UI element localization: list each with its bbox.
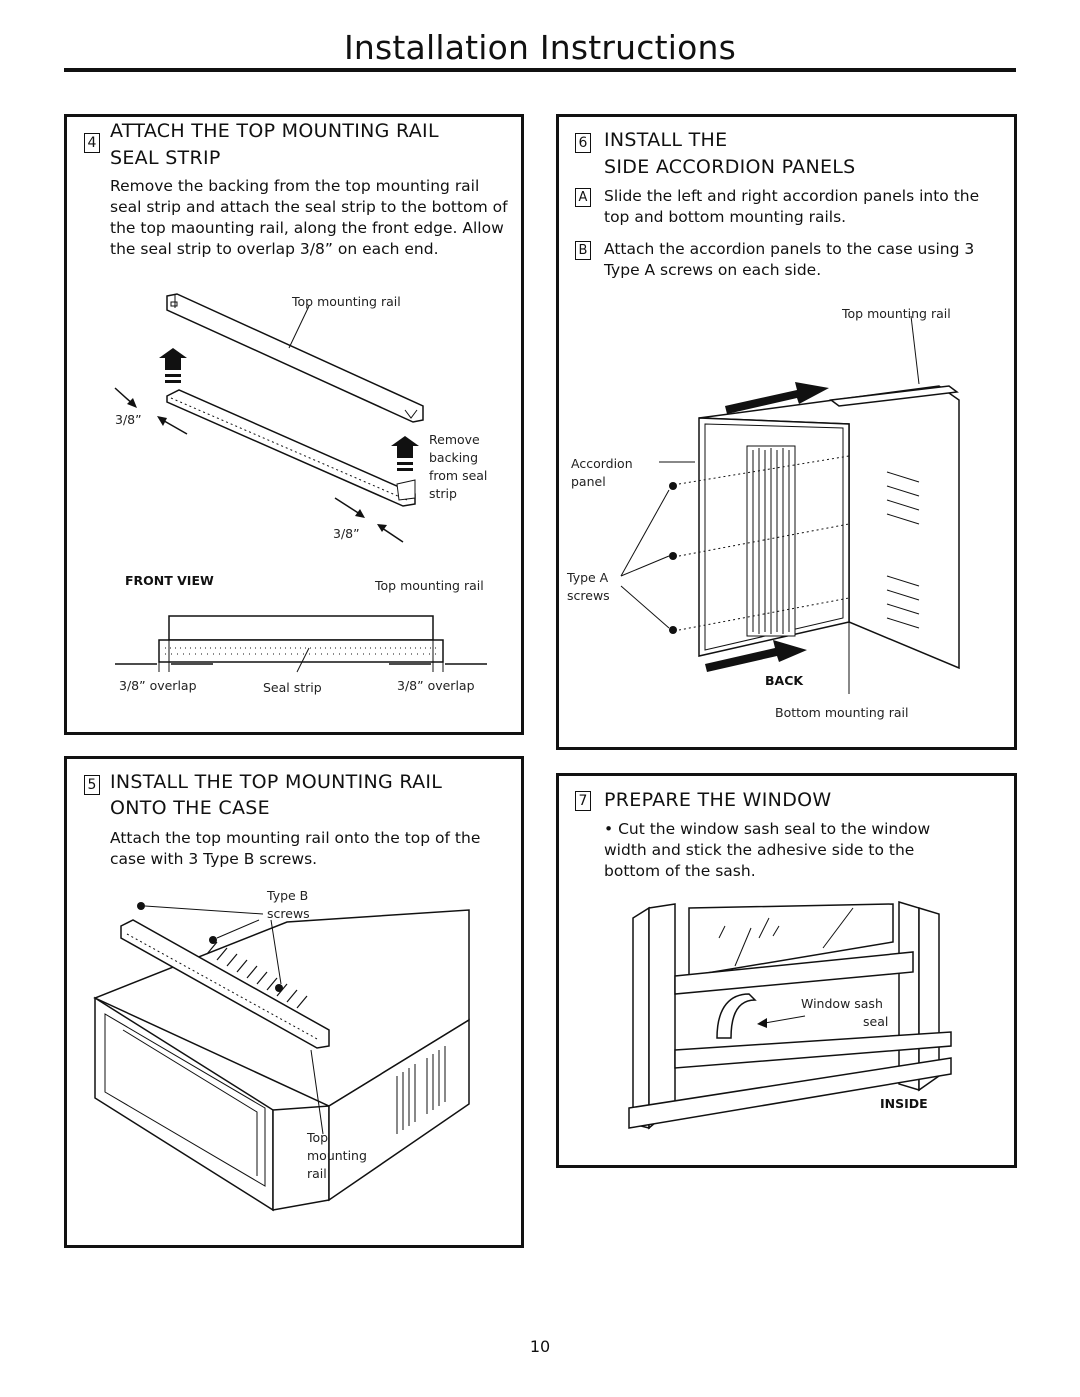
step5-label-top2: mounting — [307, 1148, 367, 1163]
step6-number: 6 — [575, 133, 591, 153]
step4-label-top-rail-2: Top mounting rail — [375, 578, 484, 593]
step5-label-top3: rail — [307, 1166, 327, 1181]
step4-label-remove1: Remove — [429, 432, 480, 447]
step5-heading-line1: INSTALL THE TOP MOUNTING RAIL — [110, 771, 443, 793]
step7-diagram — [559, 898, 1014, 1160]
step6-heading-line2: SIDE ACCORDION PANELS — [604, 156, 856, 178]
title-rule — [64, 68, 1016, 72]
step6-item-a-letter: A — [575, 188, 591, 207]
step6-label-bottom-rail: Bottom mounting rail — [775, 705, 909, 720]
step5-label-type-b1: Type B — [267, 888, 309, 903]
step4-label-remove4: strip — [429, 486, 457, 501]
step5-text: Attach the top mounting rail onto the top of the case with 3 Type B screws. — [110, 829, 481, 868]
step6-label-type-a1: Type A — [567, 570, 609, 585]
step6-label-accordion1: Accordion — [571, 456, 633, 471]
step7-heading: PREPARE THE WINDOW — [604, 789, 832, 811]
step5-number: 5 — [84, 775, 100, 795]
step4-label-front-view: FRONT VIEW — [125, 573, 214, 588]
step4-label-remove2: backing — [429, 450, 479, 465]
step6-item-b-text: Attach the accordion panels to the case using 3 Type A screws on each side. — [604, 240, 975, 279]
step7-label-sash1: Window sash — [801, 996, 883, 1011]
step7-number: 7 — [575, 791, 591, 811]
step6-label-back: BACK — [765, 673, 804, 688]
page-number: 10 — [529, 1337, 551, 1356]
step4-heading-line2: SEAL STRIP — [110, 147, 221, 169]
step7-label-inside: INSIDE — [880, 1096, 928, 1111]
step6-item-b-letter: B — [575, 241, 591, 260]
step4-label-dim-b: 3/8” — [333, 526, 360, 541]
step6-item-a-text: Slide the left and right accordion panels into the top and bottom mounting rails. — [604, 187, 980, 226]
step6-heading-line1: INSTALL THE — [604, 129, 728, 151]
step5-diagram — [67, 880, 521, 1242]
step4-number: 4 — [84, 133, 100, 153]
step4-label-overlap-left: 3/8” overlap — [119, 678, 197, 693]
step5-heading-line2: ONTO THE CASE — [110, 797, 270, 819]
step7-bullet: • Cut the window sash seal to the window width and stick the adhesive side to the bottom of the sash. — [604, 820, 931, 880]
step4-label-remove3: from seal — [429, 468, 488, 483]
step6-diagram — [559, 296, 1014, 734]
page-title: Installation Instructions — [343, 28, 737, 67]
step4-text: Remove the backing from the top mounting rail seal strip and attach the seal strip to the bottom of the top maounting rail, along the front edge. Allow the seal strip to overlap 3/8” on each end. — [110, 177, 508, 258]
step5-label-type-b2: screws — [267, 906, 310, 921]
step4-label-seal-strip: Seal strip — [263, 680, 322, 695]
step4-label-top-rail: Top mounting rail — [292, 294, 401, 309]
step4-label-dim-a: 3/8” — [115, 412, 142, 427]
step4-diagram — [67, 288, 521, 718]
step5-label-top1: Top — [307, 1130, 329, 1145]
step4-label-overlap-right: 3/8” overlap — [397, 678, 475, 693]
step7-label-sash2: seal — [863, 1014, 889, 1029]
step6-label-type-a2: screws — [567, 588, 610, 603]
step6-label-accordion2: panel — [571, 474, 606, 489]
step4-heading-line1: ATTACH THE TOP MOUNTING RAIL — [110, 120, 439, 142]
step6-label-top-rail: Top mounting rail — [842, 306, 951, 321]
